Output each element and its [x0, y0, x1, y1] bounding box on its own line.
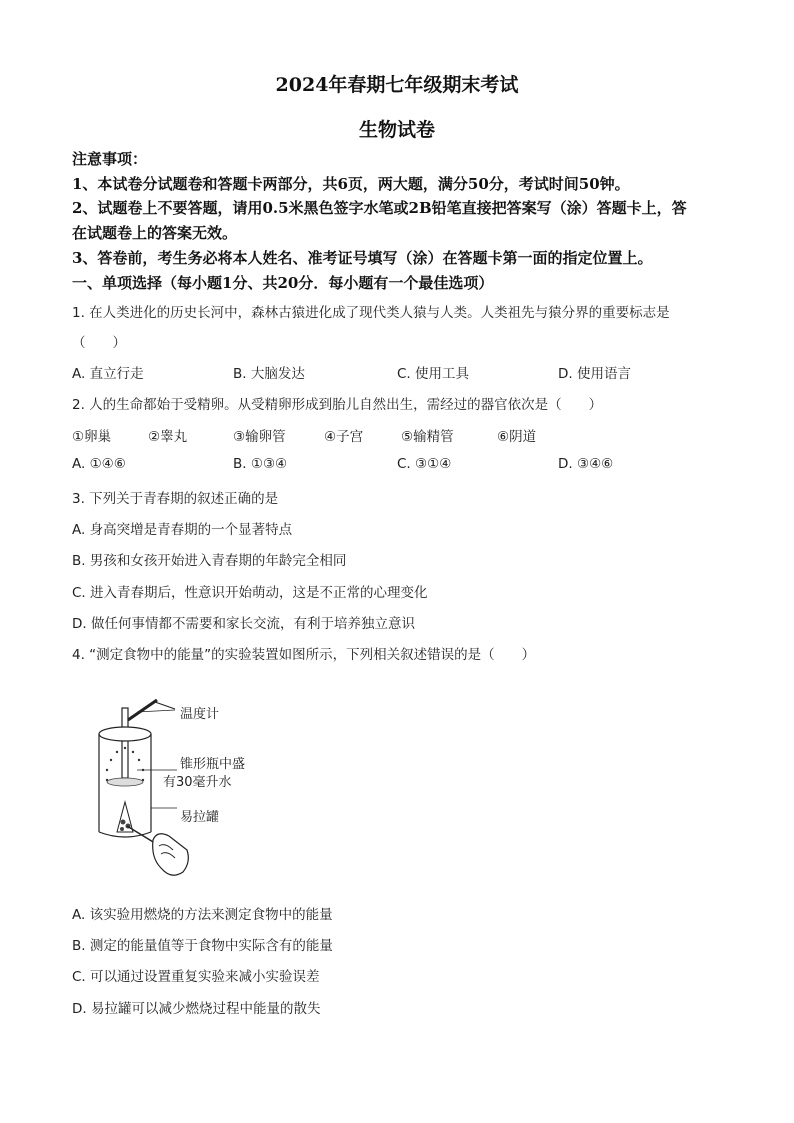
q2-organ-4: ④子宫: [324, 429, 364, 445]
q3-option-b: B. 男孩和女孩开始进入青春期的年龄完全相同: [72, 553, 347, 569]
q4-option-b: B. 测定的能量值等于食物中实际含有的能量: [72, 938, 333, 954]
q3-option-c: C. 进入青春期后，性意识开始萌动，这是不正常的心理变化: [72, 585, 428, 601]
q2-option-d: D. ③④⑥: [558, 456, 614, 472]
section-heading: 一、单项选择（每小题1分、共20分．每小题有一个最佳选项）: [72, 274, 494, 292]
q1-blank: （ ）: [72, 335, 126, 351]
figure-label-can: 易拉罐: [180, 810, 220, 825]
note-3: 3、答卷前，考生务必将本人姓名、准考证号填写（涂）在答题卡第一面的指定位置上。: [72, 249, 653, 267]
q1-stem: 1. 在人类进化的历史长河中，森林古猿进化成了现代类人猿与人类。人类祖先与猿分界的重要标志是: [72, 305, 670, 321]
q2-organ-1: ①卵巢: [72, 429, 112, 445]
q2-stem: 2. 人的生命都始于受精卵。从受精卵形成到胎儿自然出生，需经过的器官依次是（ ）: [72, 397, 603, 413]
note-2-line1: 2、试题卷上不要答题，请用0.5米黑色签字水笔或2B铅笔直接把答案写（涂）答题卡上，答: [72, 199, 687, 217]
note-2-line2: 在试题卷上的答案无效。: [72, 224, 238, 242]
q2-organ-5: ⑤输精管: [401, 429, 454, 445]
q4-option-c: C. 可以通过设置重复实验来减小实验误差: [72, 969, 320, 985]
q2-organ-2: ②睾丸: [148, 429, 188, 445]
q2-option-b: B. ①③④: [233, 456, 288, 472]
q4-option-a: A. 该实验用燃烧的方法来测定食物中的能量: [72, 907, 333, 923]
q1-option-d: D. 使用语言: [558, 366, 631, 382]
note-1: 1、本试卷分试题卷和答题卡两部分，共6页，两大题，满分50分，考试时间50钟。: [72, 175, 630, 193]
exam-subtitle: 生物试卷: [358, 119, 435, 141]
figure-label-flask-2: 有30毫升水: [163, 775, 232, 790]
notes-heading: 注意事项：: [72, 150, 148, 168]
q1-option-c: C. 使用工具: [397, 366, 470, 382]
q3-option-a: A. 身高突增是青春期的一个显著特点: [72, 522, 293, 538]
q2-organ-3: ③输卵管: [233, 429, 286, 445]
q2-option-c: C. ③①④: [397, 456, 452, 472]
q3-option-d: D. 做任何事情都不需要和家长交流，有利于培养独立意识: [72, 616, 415, 632]
q1-option-a: A. 直立行走: [72, 366, 144, 382]
calorimeter-figure: [95, 690, 245, 890]
q2-option-a: A. ①④⑥: [72, 456, 126, 472]
q2-organ-6: ⑥阴道: [497, 429, 537, 445]
q3-stem: 3. 下列关于青春期的叙述正确的是: [72, 491, 279, 507]
exam-title: 2024年春期七年级期末考试: [275, 74, 519, 96]
q4-stem: 4. “测定食物中的能量”的实验装置如图所示，下列相关叙述错误的是（ ）: [72, 647, 536, 663]
q1-option-b: B. 大脑发达: [233, 366, 305, 382]
figure-label-thermometer: 温度计: [180, 707, 220, 722]
figure-label-flask-1: 锥形瓶中盛: [180, 757, 246, 772]
q4-option-d: D. 易拉罐可以减少燃烧过程中能量的散失: [72, 1001, 321, 1017]
